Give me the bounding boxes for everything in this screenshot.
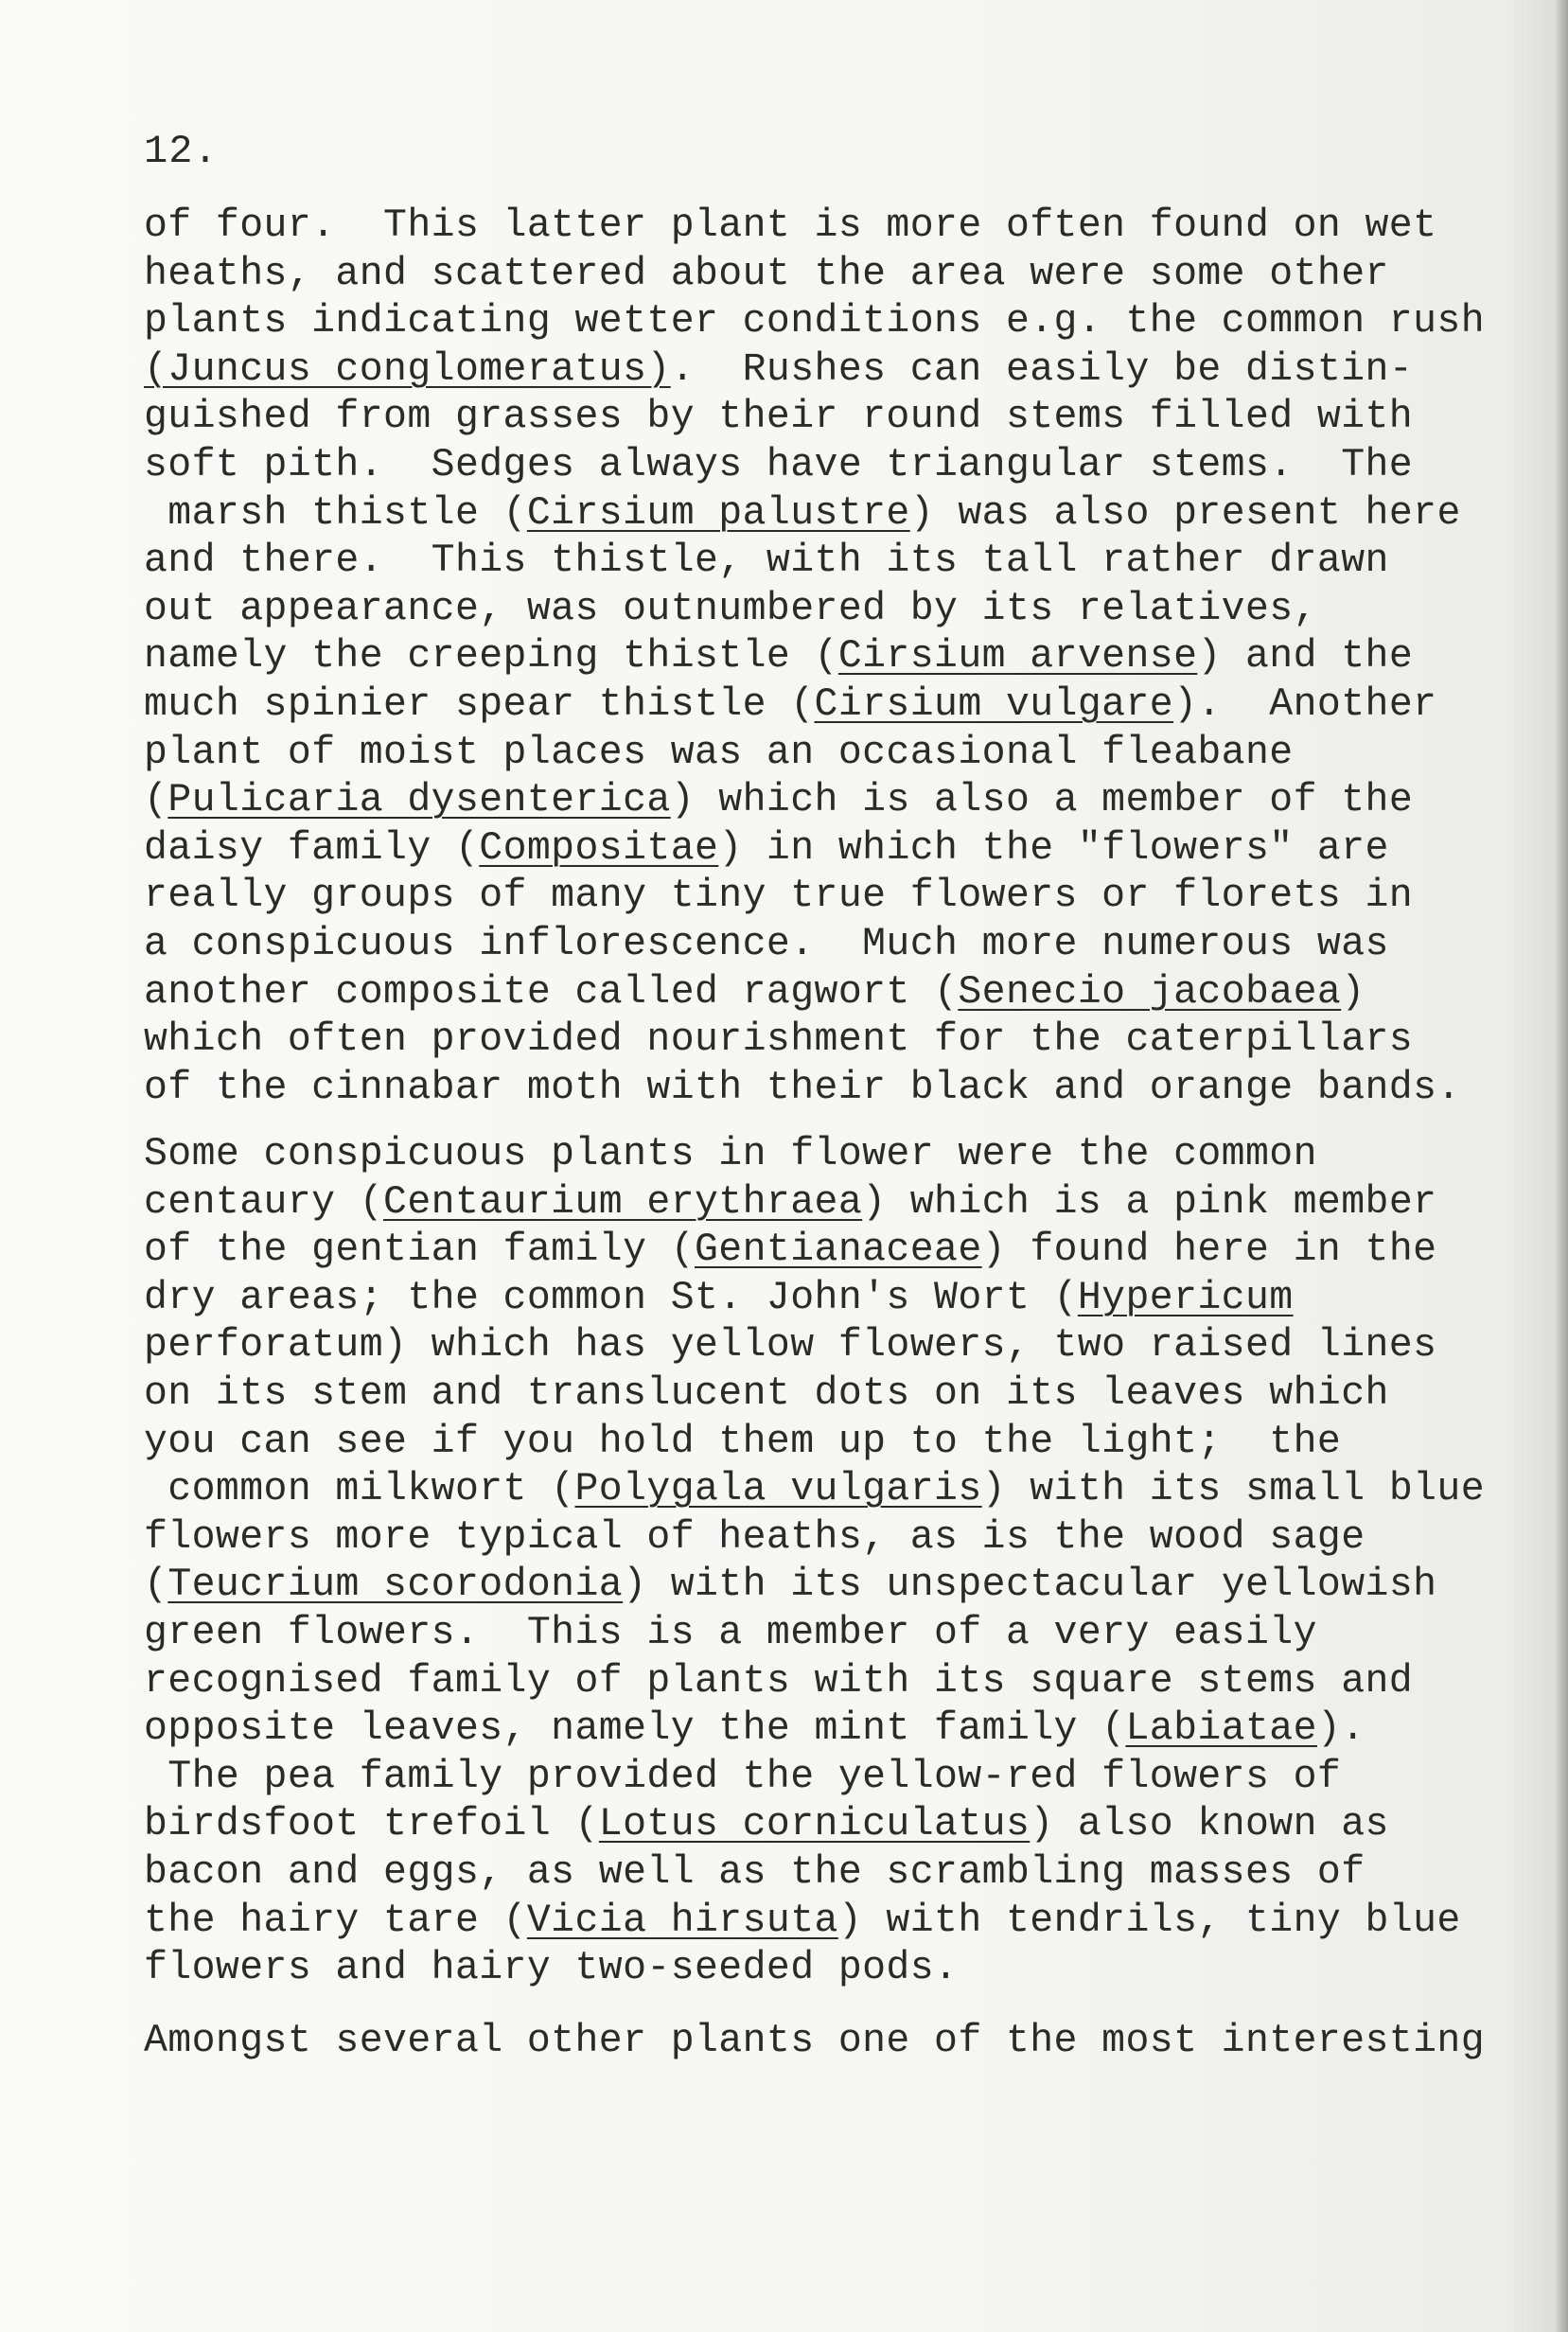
text-segment: ) which is a pink member: [862, 1179, 1437, 1225]
text-line: [144, 1466, 1488, 1514]
text-line: [144, 1179, 1488, 1228]
text-segment: ) found here in the: [981, 1228, 1437, 1273]
text-segment: opposite leaves, namely the mint family (: [144, 1706, 1126, 1752]
underlined-species-name: Lotus corniculatus: [598, 1802, 1031, 1847]
text-segment: (: [144, 1563, 168, 1608]
text-line: [144, 1754, 1488, 1802]
text-segment: ) also known as: [1030, 1802, 1389, 1847]
text-line: [144, 2018, 1488, 2066]
text-line: [144, 1705, 1488, 1754]
text-line: [144, 730, 1488, 778]
text-line: [144, 346, 1488, 395]
text-line: [144, 203, 1488, 251]
underlined-species-name: Hypericum: [1077, 1275, 1294, 1320]
underlined-species-name: Cirsium palustre: [526, 490, 910, 536]
text-line: [144, 1610, 1488, 1658]
text-segment: plants indicating wetter conditions e.g. the common rush: [144, 299, 1486, 344]
underlined-species-name: Centaurium erythraea: [383, 1179, 863, 1225]
text-line: [144, 1419, 1488, 1467]
underlined-species-name: Cirsium arvense: [837, 634, 1198, 680]
text-segment: daisy family (: [144, 825, 480, 871]
text-segment: Amongst several other plants one of the most interesting: [144, 2019, 1486, 2063]
page-edge-shadow: [1555, 0, 1568, 2332]
text-line: [144, 777, 1488, 825]
text-line: [144, 969, 1488, 1017]
underlined-species-name: Cirsium vulgare: [814, 681, 1174, 727]
text-segment: ) with its small blue: [981, 1467, 1486, 1512]
text-line: [144, 1849, 1488, 1898]
text-segment: . Rushes can easily be distin-: [670, 346, 1414, 392]
underlined-species-name: Gentianaceae: [695, 1228, 982, 1273]
text-line: [144, 1131, 1488, 1179]
paragraph-1: [144, 203, 1488, 1112]
text-segment: dry areas; the common St. John's Wort (: [144, 1275, 1078, 1320]
text-line: [144, 1370, 1488, 1419]
text-segment: ). Another: [1173, 681, 1437, 727]
text-line: [144, 251, 1488, 299]
text-line: [144, 298, 1488, 346]
text-segment: ) with tendrils, tiny blue: [837, 1898, 1461, 1943]
underlined-species-name: (Juncus conglomeratus): [144, 346, 671, 392]
text-segment: ) with its unspectacular yellowish: [623, 1563, 1437, 1608]
text-segment: The pea family provided the yellow-red flowers of: [144, 1754, 1342, 1799]
text-segment: bacon and eggs, as well as the scrambling masses of: [144, 1849, 1365, 1895]
text-segment: Some conspicuous plants in flower were the common: [144, 1132, 1317, 1176]
text-segment: guished from grasses by their round stems filled with: [144, 395, 1414, 440]
text-segment: which often provided nourishment for the caterpillars: [144, 1017, 1414, 1063]
underlined-species-name: Compositae: [479, 825, 719, 871]
text-segment: really groups of many tiny true flowers or florets in: [144, 874, 1414, 919]
underlined-species-name: Pulicaria dysenterica: [167, 778, 671, 823]
underlined-species-name: Teucrium scorodonia: [167, 1563, 624, 1608]
text-segment: of the cinnabar moth with their black and orange bands.: [144, 1065, 1461, 1110]
text-segment: ).: [1316, 1706, 1365, 1752]
text-segment: of the gentian family (: [144, 1228, 695, 1273]
text-segment: and there. This thistle, with its tall rather drawn: [144, 539, 1389, 584]
text-line: [144, 442, 1488, 490]
text-line: [144, 921, 1488, 969]
page-number: 12.: [144, 129, 219, 174]
text-segment: ) which is also a member of the: [670, 778, 1414, 823]
text-line: [144, 1562, 1488, 1610]
text-segment: flowers and hairy two-seeded pods.: [144, 1946, 959, 1991]
text-segment: on its stem and translucent dots on its leaves which: [144, 1370, 1389, 1416]
text-segment: a conspicuous inflorescence. Much more numerous was: [144, 921, 1389, 966]
text-segment: heaths, and scattered about the area were some other: [144, 251, 1389, 296]
text-segment: green flowers. This is a member of a very easily: [144, 1610, 1317, 1655]
text-segment: ) was also present here: [909, 490, 1461, 536]
text-segment: namely the creeping thistle (: [144, 634, 838, 680]
text-segment: birdsfoot trefoil (: [144, 1802, 599, 1847]
text-segment: soft pith. Sedges always have triangular stems. The: [144, 442, 1414, 487]
text-segment: ) and the: [1197, 634, 1414, 680]
underlined-species-name: Senecio jacobaea: [958, 969, 1342, 1015]
paragraph-2: [144, 1131, 1488, 1993]
underlined-species-name: Labiatae: [1125, 1706, 1317, 1752]
text-line: [144, 1016, 1488, 1065]
text-line: [144, 1514, 1488, 1563]
text-line: [144, 1227, 1488, 1275]
text-line: [144, 490, 1488, 539]
text-line: [144, 1658, 1488, 1706]
text-segment: the hairy tare (: [144, 1898, 527, 1943]
text-segment: (: [144, 778, 168, 823]
text-line: [144, 586, 1488, 634]
text-segment: common milkwort (: [144, 1467, 575, 1512]
text-segment: perforatum) which has yellow flowers, two raised lines: [144, 1323, 1437, 1369]
text-segment: plant of moist places was an occasional fleabane: [144, 730, 1294, 775]
text-segment: centaury (: [144, 1179, 384, 1225]
text-line: [144, 1945, 1488, 1993]
text-segment: ) in which the "flowers" are: [718, 825, 1389, 871]
text-line: [144, 1322, 1488, 1370]
underlined-species-name: Polygala vulgaris: [574, 1467, 982, 1512]
text-line: [144, 394, 1488, 442]
text-line: [144, 1801, 1488, 1849]
text-line: [144, 538, 1488, 586]
text-segment: recognised family of plants with its square stems and: [144, 1658, 1414, 1704]
text-segment: marsh thistle (: [144, 490, 527, 536]
underlined-species-name: Vicia hirsuta: [526, 1898, 838, 1943]
text-segment: of four. This latter plant is more often found on wet: [144, 203, 1437, 248]
text-line: [144, 1065, 1488, 1113]
paragraph-3: [144, 2018, 1488, 2066]
text-line: [144, 681, 1488, 730]
text-line: [144, 1898, 1488, 1946]
text-segment: another composite called ragwort (: [144, 969, 959, 1015]
text-segment: ): [1341, 969, 1365, 1015]
text-segment: you can see if you hold them up to the light; the: [144, 1419, 1342, 1464]
text-line: [144, 825, 1488, 874]
text-line: [144, 873, 1488, 921]
text-segment: flowers more typical of heaths, as is the wood sage: [144, 1514, 1365, 1560]
text-line: [144, 633, 1488, 681]
text-segment: out appearance, was outnumbered by its relatives,: [144, 586, 1317, 631]
text-segment: much spinier spear thistle (: [144, 681, 815, 727]
text-line: [144, 1275, 1488, 1323]
